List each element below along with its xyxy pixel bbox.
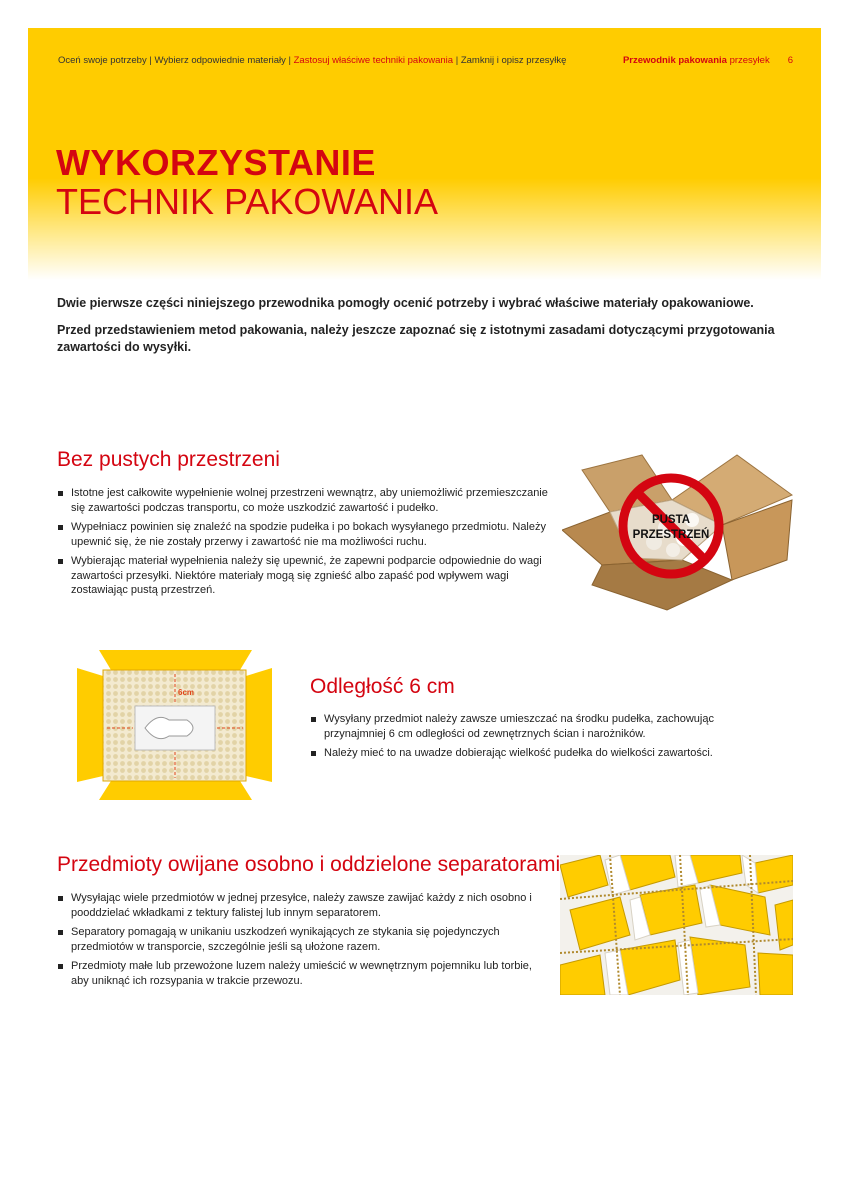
nav-step-techniques[interactable]: Zastosuj właściwe techniki pakowania [293,55,454,66]
list-item: Wysyłany przedmiot należy zawsze umieszczać na środku pudełka, zachowując przynajmniej 6 cm odległości od zewnętrznych ścian i narożników. [310,712,770,741]
intro-paragraph-1: Dwie pierwsze części niniejszego przewodnika pomogły ocenić potrzeby i wybrać właściwe materiały opakowaniowe. [57,296,754,310]
nav-separator: | [146,55,155,66]
list-item: Wybierając materiał wypełnienia należy się upewnić, że zapewni podparcie odpowiednie do wagi zawartości przesyłki. Niektóre materiały mogą się zgnieść albo zapaść pod wpływem wagi zostawiając pustą przestrzeń. [57,554,562,598]
intro-text [57,295,797,366]
empty-space-label-line2: PRZESTRZEŃ [632,529,710,541]
section3-bullet-list [57,891,542,993]
section1-bullet-list [57,486,562,603]
nav-step-close[interactable]: Zamknij i opisz przesyłkę [460,55,567,66]
six-cm-label: 6cm [178,688,195,697]
six-cm-box-illustration [77,648,272,803]
list-item: Przedmioty małe lub przewożone luzem należy umieścić w wewnętrznym pojemniku lub torbie, aby uniknąć ich rozsypania w trakcie przewozu. [57,959,542,988]
page-title-line2: TECHNIK PAKOWANIA [56,181,439,222]
section-heading-6cm: Odległość 6 cm [310,675,455,698]
header-band [28,28,821,280]
guide-title [623,55,793,66]
list-item: Istotne jest całkowite wypełnienie wolnej przestrzeni wewnątrz, aby uniemożliwić przemieszczanie się zawartości podczas transportu, co może uszkodzić zawartość i pudełko. [57,486,562,515]
list-item: Separatory pomagają w unikaniu uszkodzeń wynikających ze stykania się pojedynczych przedmiotów w transporcie, szczególnie jeśli są ułożone razem. [57,925,542,954]
intro-paragraph-2: Przed przedstawieniem metod pakowania, należy jeszcze zapoznać się z istotnymi zasadami dotyczącymi przygotowania zawartości do wysyłki. [57,323,775,354]
list-item: Należy mieć to na uwadze dobierając wielkość pudełka do wielkości zawartości. [310,746,770,761]
nav-step-materials[interactable]: Wybierz odpowiednie materiały [154,55,286,66]
page-number: 6 [787,55,793,66]
section-heading-separators: Przedmioty owijane osobno i oddzielone separatorami [57,853,561,876]
nav-separator: | [285,55,294,66]
nav-step-assess[interactable]: Oceń swoje potrzeby [58,55,147,66]
guide-title-rest: przesyłek [726,55,770,66]
empty-space-label-line1: PUSTA [651,514,691,526]
list-item: Wysyłając wiele przedmiotów w jednej przesyłce, należy zawsze zawijać każdy z nich osobno i pooddzielać wkładkami z tektury falistej lub innym separatorem. [57,891,542,920]
section2-bullet-list [310,712,770,766]
separators-photo [560,855,793,995]
section-heading-no-empty-space: Bez pustych przestrzeni [57,448,280,471]
empty-box-illustration [562,450,797,615]
breadcrumb-nav [58,55,566,66]
list-item: Wypełniacz powinien się znaleźć na spodzie pudełka i po bokach wysyłanego przedmiotu. Należy upewnić się, że nie zostały przerwy i zawartość nie ma możliwości ruchu. [57,520,562,549]
guide-title-bold: Przewodnik pakowania [622,55,727,66]
nav-separator: | [453,55,461,66]
page-title-line1: WYKORZYSTANIE [56,142,376,183]
